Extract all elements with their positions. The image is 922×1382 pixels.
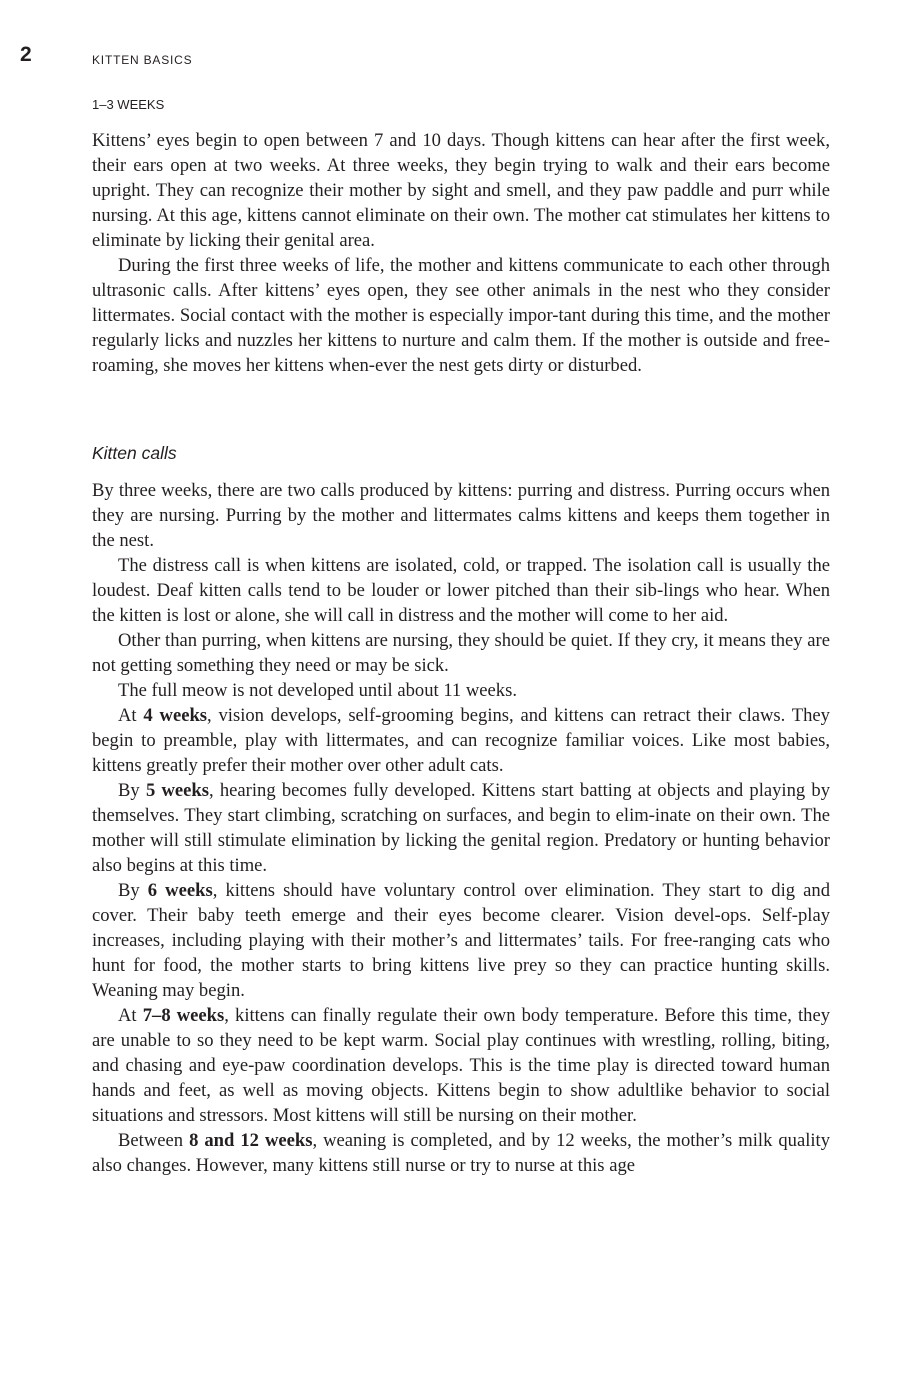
- milestone-age: 5 weeks: [145, 780, 209, 801]
- milestone-age: 4 weeks: [143, 705, 208, 726]
- page-number: 2: [20, 43, 32, 66]
- paragraph-5-weeks: [92, 778, 830, 878]
- kitten-calls-text: [92, 478, 830, 1178]
- paragraph-4-weeks: [92, 703, 830, 778]
- body-text: , hearing becomes fully developed. Kittens start batting at objects and playing by themselves. They start climbing, scratching on surfaces, and begin to elim-inate on their own. The mother will still stimulate elimination by licking the genital region. Predatory or hunting behavior also begins at this time.: [92, 780, 830, 876]
- subheading-kitten-calls: Kitten calls: [92, 443, 177, 463]
- paragraph: The distress call is when kittens are isolated, cold, or trapped. The isolation call is usually the loudest. Deaf kitten calls tend to be louder or lower pitched than their sib-lings who hear. When the kitten is lost or alone, she will call in distress and the mother will come to her aid.: [92, 555, 830, 626]
- milestone-age: 6 weeks: [147, 880, 213, 901]
- paragraph-7-8-weeks: [92, 1003, 830, 1128]
- lead-text: By: [118, 780, 146, 801]
- lead-text: At: [118, 705, 144, 726]
- milestone-age: 8 and 12 weeks: [189, 1130, 313, 1151]
- lead-text: By: [118, 880, 148, 901]
- body-text: , kittens can finally regulate their own body temperature. Before this time, they are unable to so they need to be kept warm. Social play continues with wrestling, rolling, biting, and chasing and eye-paw coordination develops. This is the time play is directed toward human hands and feet, as well as moving objects. Kittens begin to show adultlike behavior to social situations and stressors. Most kittens will still be nursing on their mother.: [92, 1005, 830, 1126]
- paragraph: Kittens’ eyes begin to open between 7 and 10 days. Though kittens can hear after the first week, their ears open at two weeks. At three weeks, they begin trying to walk and their ears become upright. They can recognize their mother by sight and smell, and they paw paddle and purr while nursing. At this age, kittens cannot eliminate on their own. The mother cat stimulates her kittens to eliminate by licking their genital area.: [92, 130, 830, 251]
- lead-text: Between: [118, 1130, 190, 1151]
- body-text: , vision develops, self-grooming begins, and kittens can retract their claws. They begin to preamble, play with littermates, and can recognize familiar voices. Like most babies, kittens greatly prefer their mother over other adult cats.: [92, 705, 830, 776]
- paragraph: During the first three weeks of life, the mother and kittens communicate to each other through ultrasonic calls. After kittens’ eyes open, they see other animals in the nest who they consider littermates. Social contact with the mother is especially impor-tant during this time, and the mother regularly licks and nuzzles her kittens to nurture and calm them. If the mother is outside and free-roaming, she moves her kittens when-ever the nest gets dirty or disturbed.: [92, 255, 830, 376]
- paragraph: The full meow is not developed until about 11 weeks.: [118, 680, 517, 701]
- paragraph: By three weeks, there are two calls produced by kittens: purring and distress. Purring occurs when they are nursing. Purring by the mother and littermates calms kittens and keeps them together in the nest.: [92, 480, 830, 551]
- body-text: , weaning is completed, and by 12 weeks, the mother’s milk quality also changes. However, many kittens still nurse or try to nurse at this age: [92, 1130, 831, 1176]
- body-text: , kittens should have voluntary control over elimination. They start to dig and cover. Their baby teeth emerge and their eyes become clearer. Vision devel-ops. Self-play increases, including playing with their mother’s and littermates’ tails. For free-ranging cats who hunt for food, the mother starts to bring kittens live prey so they can practice hunting skills. Weaning may begin.: [92, 880, 830, 1001]
- running-head: KITTEN BASICS: [92, 53, 193, 67]
- section-text: [92, 128, 830, 378]
- paragraph-8-12-weeks: [92, 1128, 830, 1178]
- paragraph: Other than purring, when kittens are nursing, they should be quiet. If they cry, it means they are not getting something they need or may be sick.: [92, 630, 830, 676]
- paragraph-6-weeks: [92, 878, 830, 1003]
- lead-text: At: [118, 1005, 143, 1026]
- section-label: 1–3 WEEKS: [92, 97, 165, 112]
- milestone-age: 7–8 weeks: [142, 1005, 225, 1026]
